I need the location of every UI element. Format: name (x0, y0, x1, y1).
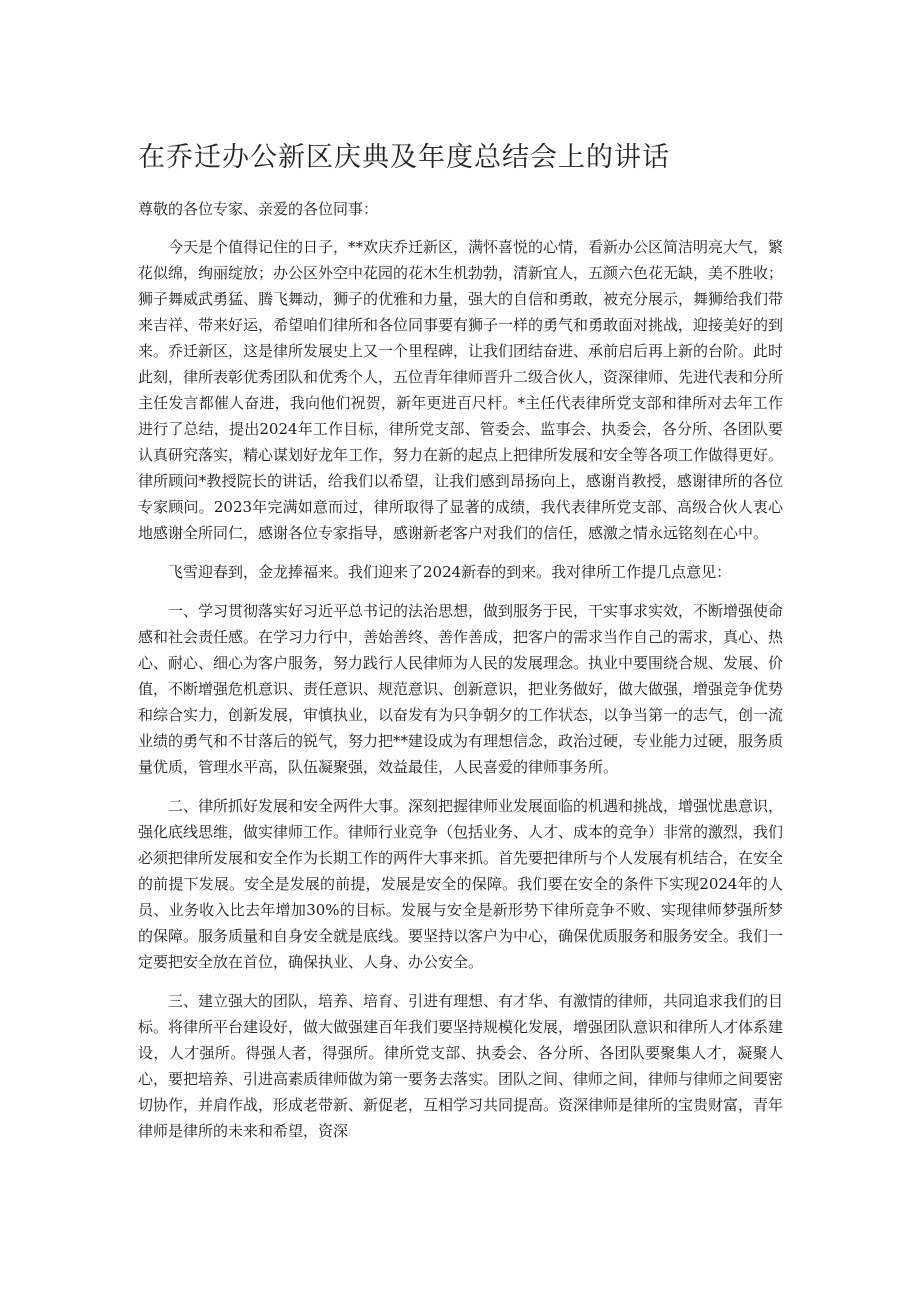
paragraph-point-two: 二、律所抓好发展和安全两件大事。深刻把握律师业发展面临的机遇和挑战，增强忧患意识，强化底线思维，做实律师工作。律师行业竞争（包括业务、人才、成本的竞争）非常的激烈，我们必须把律所发展和安全作为长期工作的两件大事来抓。首先要把律所与个人发展有机结合，在安全的前提下发展。安全是发展的前提，发展是安全的保障。我们要在安全的条件下实现2024年的人员、业务收入比去年增加30%的目标。发展与安全是新形势下律所竞争不败、实现律师梦强所梦的保障。服务质量和自身安全就是底线。要坚持以客户为中心，确保优质服务和服务安全。我们一定要把安全放在首位，确保执业、人身、办公安全。 (138, 797, 784, 971)
paragraph-opening: 今天是个值得记住的日子，**欢庆乔迁新区，满怀喜悦的心情，看新办公区简洁明亮大气，繁花似绵，绚丽绽放；办公区外空中花园的花木生机勃勃，清新宜人，五颜六色花无缺，美不胜收；狮子舞威武勇猛、腾飞舞动，狮子的优雅和力量，强大的自信和勇敢，被充分展示，舞狮给我们带来吉祥、带来好运，希望咱们律所和各位同事要有狮子一样的勇气和勇敢面对挑战，迎接美好的到来。乔迁新区，这是律所发展史上又一个里程碑，让我们团结奋进、承前启后再上新的台阶。此时此刻，律所表彰优秀团队和优秀个人，五位青年律师晋升二级合伙人，资深律师、先进代表和分所主任发言都催人奋进，我向他们祝贺，新年更进百尺杆。*主任代表律所党支部和律所对去年工作进行了总结，提出2024年工作目标，律所党支部、管委会、监事会、执委会，各分所、各团队要认真研究落实，精心谋划好龙年工作，努力在新的起点上把律所发展和安全等各项工作做得更好。律所顾问*教授院长的讲话，给我们以希望，让我们感到昂扬向上，感谢肖教授，感谢律所的各位专家顾问。2023年完满如意而过，律所取得了显著的成绩，我代表律所党支部、高级合伙人衷心地感谢全所同仁，感谢各位专家指导，感谢新老客户对我们的信任，感激之情永远铭刻在心中。 (138, 238, 784, 542)
document-title: 在乔迁办公新区庆典及年度总结会上的讲话 (138, 142, 670, 173)
document-body (138, 196, 783, 1157)
paragraph-new-year: 飞雪迎春到，金龙捧福来。我们迎来了2024新春的到来。我对律所工作提几点意见： (168, 563, 732, 581)
paragraph-point-three: 三、建立强大的团队，培养、培育、引进有理想、有才华、有激情的律师，共同追求我们的目标。将律所平台建设好，做大做强建百年我们要坚持规模化发展，增强团队意识和律所人才体系建设，人才强所。得强人者，得强所。律所党支部、执委会、各分所、各团队要聚集人才，凝聚人心，要把培养、引进高素质律师做为第一要务去落实。团队之间、律师之间，律师与律师之间要密切协作，并肩作战，形成老带新、新促老，互相学习共同提高。资深律师是律所的宝贵财富，青年律师是律所的未来和希望，资深 (138, 992, 784, 1140)
salutation: 尊敬的各位专家、亲爱的各位同事： (138, 200, 379, 218)
paragraph-point-one: 一、学习贯彻落实好习近平总书记的法治思想，做到服务于民，干实事求实效，不断增强使命感和社会责任感。在学习力行中，善始善终、善作善成，把客户的需求当作自己的需求，真心、热心、耐心、细心为客户服务，努力践行人民律师为人民的发展理念。执业中要围绕合规、发展、价值，不断增强危机意识、责任意识、规范意识、创新意识，把业务做好，做大做强，增强竞争优势和综合实力，创新发展，审慎执业，以奋发有为只争朝夕的工作状态，以争当第一的志气，创一流业绩的勇气和不甘落后的锐气，努力把**建设成为有理想信念，政治过硬，专业能力过硬，服务质量优质，管理水平高，队伍凝聚强，效益最佳，人民喜爱的律师事务所。 (138, 602, 784, 776)
